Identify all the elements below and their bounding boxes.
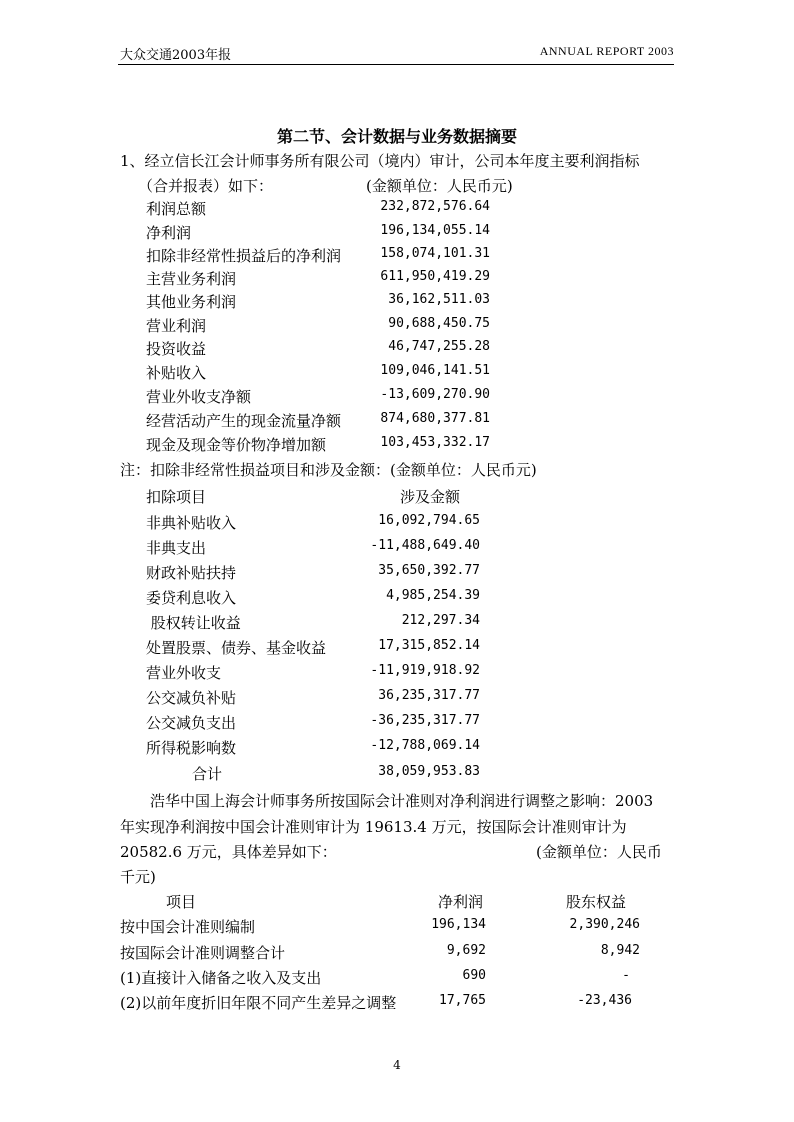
- intro-line-1: 1、经立信长江会计师事务所有限公司（境内）审计，公司本年度主要利润指标: [120, 152, 640, 170]
- profit-label: 扣除非经常性损益后的净利润: [146, 247, 342, 265]
- intro-unit: (金额单位：人民币元): [366, 177, 513, 195]
- note-item-value: 212,297.34: [401, 613, 480, 628]
- intro-line-2: （合并报表）如下：: [138, 177, 274, 195]
- note-item-label: 公交减负支出: [146, 714, 237, 732]
- adjust-line-3: 20582.6 万元，具体差异如下：: [120, 843, 337, 861]
- note-item-label: 委贷利息收入: [146, 589, 237, 607]
- diff-row-label: 按国际会计准则调整合计: [120, 944, 286, 962]
- note-item-label: 营业外收支: [146, 664, 222, 682]
- note-total-label: 合计: [192, 765, 223, 783]
- note-item-value: -12,788,069.14: [370, 738, 480, 753]
- profit-value: 46,747,255.28: [388, 339, 490, 354]
- profit-label: 经营活动产生的现金流量净额: [146, 412, 342, 430]
- note-item-value: 4,985,254.39: [386, 588, 480, 603]
- diff-row-equity: 8,942: [600, 943, 640, 958]
- diff-row-label: (2)以前年度折旧年限不同产生差异之调整: [120, 994, 397, 1012]
- diff-row-equity: -23,436: [577, 993, 632, 1008]
- profit-value: 109,046,141.51: [380, 363, 490, 378]
- note-item-value: 35,650,392.77: [378, 563, 480, 578]
- adjust-line-1: 浩华中国上海会计师事务所按国际会计准则对净利润进行调整之影响：2003: [150, 792, 654, 810]
- profit-label: 营业利润: [146, 317, 207, 335]
- profit-value: 874,680,377.81: [380, 411, 490, 426]
- note-item-label: 非典补贴收入: [146, 514, 237, 532]
- note-item-label: 处置股票、债券、基金收益: [146, 639, 327, 657]
- profit-value: 36,162,511.03: [388, 292, 490, 307]
- diff-row-net: 9,692: [446, 943, 486, 958]
- profit-value: 90,688,450.75: [388, 316, 490, 331]
- header-right-title: ANNUAL REPORT 2003: [539, 44, 674, 58]
- profit-label: 利润总额: [146, 200, 207, 218]
- header-rule: [118, 64, 674, 65]
- profit-value: 158,074,101.31: [380, 246, 490, 261]
- profit-value: 232,872,576.64: [380, 199, 490, 214]
- page-number: 4: [393, 1058, 401, 1072]
- note-col-item: 扣除项目: [146, 488, 207, 506]
- profit-value: 103,453,332.17: [380, 435, 490, 450]
- adjust-line-4: 千元): [120, 868, 156, 886]
- profit-value: 196,134,055.14: [380, 223, 490, 238]
- note-item-value: 17,315,852.14: [378, 638, 480, 653]
- note-item-value: 36,235,317.77: [378, 688, 480, 703]
- note-total-value: 38,059,953.83: [378, 764, 480, 779]
- section-title: 第二节、会计数据与业务数据摘要: [276, 127, 517, 146]
- note-item-label: 股权转让收益: [146, 614, 241, 632]
- profit-value: -13,609,270.90: [380, 387, 490, 402]
- profit-label: 主营业务利润: [146, 270, 237, 288]
- adjust-line-2: 年实现净利润按中国会计准则审计为 19613.4 万元，按国际会计准则审计为: [120, 818, 627, 836]
- profit-label: 营业外收支净额: [146, 388, 252, 406]
- adjust-unit: (金额单位：人民币: [536, 843, 662, 861]
- note-heading: 注：扣除非经常性损益项目和涉及金额：(金额单位：人民币元): [120, 461, 537, 479]
- diff-row-net: 196,134: [431, 917, 486, 932]
- diff-header-net: 净利润: [438, 893, 484, 911]
- note-col-amount: 涉及金额: [400, 488, 461, 506]
- diff-row-label: (1)直接计入储备之收入及支出: [120, 969, 322, 987]
- diff-row-equity: -: [622, 968, 630, 983]
- profit-label: 净利润: [146, 224, 192, 242]
- note-item-label: 财政补贴扶持: [146, 564, 237, 582]
- profit-value: 611,950,419.29: [380, 269, 490, 284]
- profit-label: 投资收益: [146, 340, 207, 358]
- diff-row-net: 17,765: [439, 993, 486, 1008]
- note-item-label: 非典支出: [146, 539, 207, 557]
- diff-header-equity: 股东权益: [566, 893, 627, 911]
- note-item-value: -36,235,317.77: [370, 713, 480, 728]
- diff-header-item: 项目: [166, 893, 197, 911]
- note-item-label: 公交减负补贴: [146, 689, 237, 707]
- profit-label: 现金及现金等价物净增加额: [146, 436, 327, 454]
- profit-label: 其他业务利润: [146, 293, 237, 311]
- profit-label: 补贴收入: [146, 364, 207, 382]
- note-item-label: 所得税影响数: [146, 739, 237, 757]
- header-left-title: 大众交通2003年报: [120, 48, 232, 63]
- diff-row-label: 按中国会计准则编制: [120, 918, 256, 936]
- note-item-value: 16,092,794.65: [378, 513, 480, 528]
- note-item-value: -11,919,918.92: [370, 663, 480, 678]
- diff-row-net: 690: [462, 968, 486, 983]
- note-item-value: -11,488,649.40: [370, 538, 480, 553]
- diff-row-equity: 2,390,246: [569, 917, 640, 932]
